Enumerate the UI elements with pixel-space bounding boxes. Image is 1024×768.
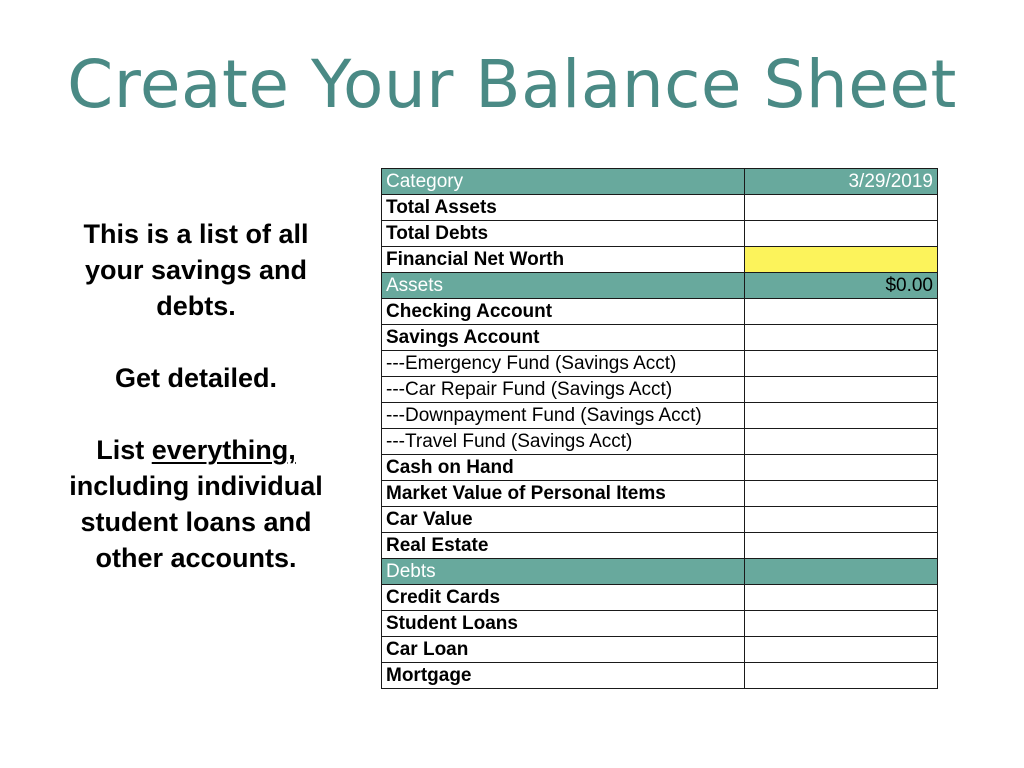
table-row (382, 247, 938, 273)
row-value-cell[interactable] (745, 351, 938, 377)
row-value-cell[interactable] (745, 377, 938, 403)
table-row (382, 195, 938, 221)
table-row (382, 377, 938, 403)
table-row (382, 403, 938, 429)
table-row (382, 481, 938, 507)
slide-title: Create Your Balance Sheet (67, 46, 957, 123)
table-row (382, 507, 938, 533)
row-label: Credit Cards (382, 585, 745, 611)
instruction-text (56, 216, 336, 576)
balance-sheet-table (381, 168, 938, 689)
row-value-cell[interactable] (745, 585, 938, 611)
table-row (382, 351, 938, 377)
row-value-cell[interactable] (745, 507, 938, 533)
row-value-cell[interactable] (745, 663, 938, 689)
section-header-row (382, 169, 938, 195)
row-label: ---Travel Fund (Savings Acct) (382, 429, 745, 455)
row-label: Market Value of Personal Items (382, 481, 745, 507)
instruction-line-list: This is a list of all your savings and debts. (83, 219, 309, 321)
table-row (382, 663, 938, 689)
row-value-cell[interactable] (745, 403, 938, 429)
row-label: Checking Account (382, 299, 745, 325)
row-label: Student Loans (382, 611, 745, 637)
row-label: Assets (382, 273, 745, 299)
table-row (382, 533, 938, 559)
table-row (382, 611, 938, 637)
row-value-cell[interactable] (745, 637, 938, 663)
table-row (382, 429, 938, 455)
row-label: Savings Account (382, 325, 745, 351)
row-label: ---Emergency Fund (Savings Acct) (382, 351, 745, 377)
section-header-row (382, 559, 938, 585)
row-value-cell[interactable] (745, 559, 938, 585)
row-label: Cash on Hand (382, 455, 745, 481)
row-value-cell[interactable] (745, 247, 938, 273)
table-row (382, 455, 938, 481)
table-row (382, 637, 938, 663)
row-value-cell[interactable] (745, 299, 938, 325)
row-label: ---Car Repair Fund (Savings Acct) (382, 377, 745, 403)
row-label: Mortgage (382, 663, 745, 689)
instruction-emphasis: everything, (151, 435, 296, 465)
row-label: Category (382, 169, 745, 195)
row-label: Debts (382, 559, 745, 585)
row-value-cell[interactable] (745, 533, 938, 559)
section-header-row (382, 273, 938, 299)
row-label: Car Loan (382, 637, 745, 663)
instruction-line-detail: Get detailed. (114, 363, 278, 393)
row-value-cell[interactable] (745, 455, 938, 481)
row-value-cell[interactable] (745, 429, 938, 455)
row-value-cell[interactable]: 3/29/2019 (745, 169, 938, 195)
row-label: Total Debts (382, 221, 745, 247)
row-value-cell[interactable]: $0.00 (745, 273, 938, 299)
instruction-line-everything (56, 432, 336, 576)
row-value-cell[interactable] (745, 195, 938, 221)
row-label: Car Value (382, 507, 745, 533)
table-row (382, 221, 938, 247)
row-value-cell[interactable] (745, 325, 938, 351)
row-value-cell[interactable] (745, 221, 938, 247)
table-row (382, 299, 938, 325)
instruction-prefix: List (96, 435, 152, 465)
table-row (382, 585, 938, 611)
instruction-suffix: including individual student loans and other accounts. (69, 471, 323, 573)
table-row (382, 325, 938, 351)
row-label: ---Downpayment Fund (Savings Acct) (382, 403, 745, 429)
row-value-cell[interactable] (745, 481, 938, 507)
row-label: Real Estate (382, 533, 745, 559)
row-value-cell[interactable] (745, 611, 938, 637)
row-label: Total Assets (382, 195, 745, 221)
row-label: Financial Net Worth (382, 247, 745, 273)
